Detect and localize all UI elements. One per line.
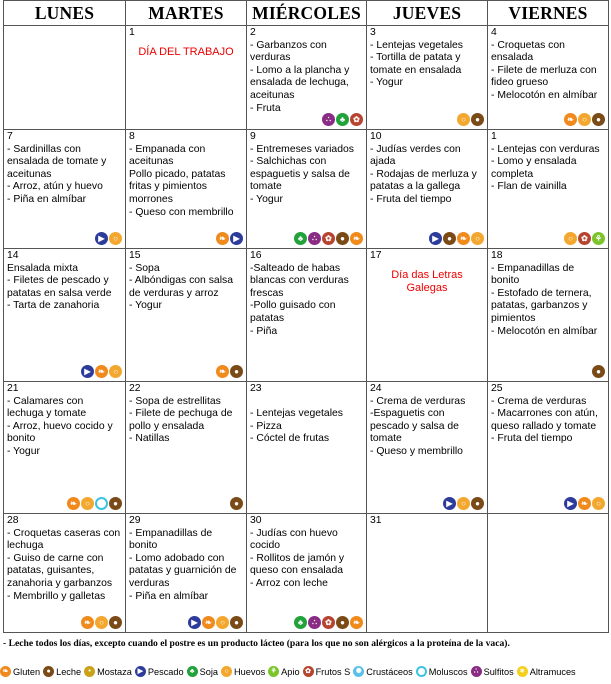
day-number: 22: [129, 383, 141, 394]
menu-item: - Rodajas de merluza y patatas a la gallega: [370, 168, 477, 193]
day-number: 21: [7, 383, 19, 394]
day-number: 18: [491, 250, 503, 261]
allergen-icons: [457, 113, 484, 126]
menu-item: - Croquetas con ensalada: [491, 39, 565, 64]
huevos-icon: ○: [81, 497, 94, 510]
menu-item: - Sopa de estrellitas: [129, 395, 221, 407]
menu-item: Pollo picado, patatas fritas y pimientos morrones: [129, 168, 226, 205]
header-martes: MARTES: [126, 1, 247, 26]
day-cell: [126, 130, 247, 249]
day-cell: [247, 26, 367, 130]
day-number: 25: [491, 383, 503, 394]
day-number: 17: [370, 250, 382, 261]
crustaceos-icon: ✺: [353, 666, 364, 677]
apio-icon: ⚘: [592, 232, 605, 245]
day-number: 9: [250, 131, 256, 142]
menu-item: - Lomo adobado con patatas y guarnición de verduras: [129, 552, 237, 589]
allergen-icons: [443, 497, 484, 510]
soja-icon: ♣: [294, 616, 307, 629]
frutos-icon: ✿: [303, 666, 314, 677]
week-row: [4, 382, 609, 514]
frutos-icon: ✿: [350, 113, 363, 126]
legend-label: Huevos: [234, 666, 266, 677]
allergen-legend: [0, 666, 611, 677]
allergen-icons: [216, 232, 243, 245]
moluscos-icon: [95, 497, 108, 510]
gluten-icon: ❧: [81, 616, 94, 629]
gluten-icon: ❧: [216, 365, 229, 378]
pescado-icon: ▶: [188, 616, 201, 629]
sulfitos-icon: ∴: [308, 616, 321, 629]
header-viernes: VIERNES: [488, 1, 609, 26]
allergen-icons: [294, 232, 363, 245]
menu-item: - Estofado de ternera, patatas, garbanzos y pimientos: [491, 287, 592, 324]
leche-icon: ●: [471, 113, 484, 126]
pescado-icon: ▶: [81, 365, 94, 378]
menu-item: - Melocotón en almíbar: [491, 89, 598, 101]
day-cell: [4, 249, 126, 382]
allergen-icons: [592, 365, 605, 378]
day-number: 30: [250, 515, 262, 526]
allergen-icons: [564, 232, 605, 245]
menu-item: - Albóndigas con salsa de verduras y arroz: [129, 275, 233, 299]
pescado-icon: ▶: [230, 232, 243, 245]
allergen-icons: [230, 497, 243, 510]
menu-item: - Pizza: [250, 420, 282, 432]
sulfitos-icon: ∴: [322, 113, 335, 126]
menu-item: - Salchichas con espaguetis y salsa de tomate: [250, 156, 350, 193]
frutos-icon: ✿: [322, 232, 335, 245]
leche-icon: ●: [592, 113, 605, 126]
day-number: 28: [7, 515, 19, 526]
day-number: 1: [129, 27, 135, 38]
day-cell: [488, 26, 609, 130]
menu-item: - Queso con membrillo: [129, 206, 234, 218]
menu-item: - Judías verdes con ajada: [370, 143, 461, 168]
menu-item: - Sardinillas con ensalada de tomate y aceitunas: [7, 143, 107, 180]
menu-item: - Cóctel de frutas: [250, 433, 330, 445]
gluten-icon: ❧: [350, 616, 363, 629]
day-cell: [4, 514, 126, 633]
day-cell: [247, 514, 367, 633]
menu-item: - Queso y membrillo: [370, 445, 463, 457]
frutos-icon: ✿: [578, 232, 591, 245]
menu-item: - Rollitos de jamón y queso con ensalada: [250, 552, 345, 577]
huevos-icon: ○: [592, 497, 605, 510]
header-miercoles: MIÉRCOLES: [247, 1, 367, 26]
menu-item: - Fruta del tiempo: [370, 193, 452, 205]
day-cell: [488, 514, 609, 633]
menu-item: - Natillas: [129, 433, 170, 445]
legend-label: Apio: [281, 666, 300, 677]
menu-item: - Membrillo y galletas: [7, 590, 106, 602]
day-number: 10: [370, 131, 382, 142]
holiday-label: Día das Letras Galegas: [391, 268, 463, 294]
soja-icon: ♣: [187, 666, 198, 677]
menu-item: - Fruta del tiempo: [491, 433, 573, 445]
gluten-icon: ❧: [564, 113, 577, 126]
day-number: 14: [7, 250, 19, 261]
menu-item: - Judías con huevo cocido: [250, 527, 338, 552]
allergen-icons: [216, 365, 243, 378]
day-cell: [247, 249, 367, 382]
week-row: [4, 249, 609, 382]
gluten-icon: ❧: [216, 232, 229, 245]
soja-icon: ♣: [294, 232, 307, 245]
legend-item: [517, 666, 576, 677]
menu-item: - Melocotón en almíbar: [491, 325, 598, 337]
menu-item: - Garbanzos con verduras: [250, 39, 327, 64]
legend-item: [221, 666, 265, 677]
menu-item: -Pollo guisado con patatas: [250, 300, 336, 324]
huevos-icon: ○: [109, 232, 122, 245]
menu-item: - Filete de merluza con fideo grueso: [491, 64, 597, 89]
pescado-icon: ▶: [429, 232, 442, 245]
legend-item: [0, 666, 40, 677]
menu-item: - Piña en almíbar: [7, 193, 87, 205]
huevos-icon: ○: [564, 232, 577, 245]
menu-item: - Guiso de carne con patatas, guisantes, zanahoria y garbanzos: [7, 552, 113, 589]
menu-item: - Sopa: [129, 262, 160, 274]
allergen-icons: [429, 232, 484, 245]
menu-item: - Lomo a la plancha y ensalada de lechuga, aceitunas: [250, 64, 350, 101]
menu-item: - Filete de pechuga de pollo y ensalada: [129, 408, 233, 432]
menu-item: - Entremeses variados: [250, 143, 354, 155]
huevos-icon: ○: [216, 616, 229, 629]
gluten-icon: ❧: [578, 497, 591, 510]
menu-item: - Fruta: [250, 102, 281, 114]
menu-item: - Tarta de zanahoria: [7, 300, 100, 312]
leche-icon: ●: [109, 616, 122, 629]
legend-label: Gluten: [13, 666, 41, 677]
legend-label: Altramuces: [529, 666, 576, 677]
menu-item: - Crema de verduras: [491, 395, 587, 407]
day-number: 1: [491, 131, 497, 142]
legend-item: [268, 666, 299, 677]
allergen-icons: [67, 497, 122, 510]
menu-item: - Macarrones con atún, queso rallado y tomate: [491, 408, 598, 432]
leche-icon: ●: [230, 616, 243, 629]
week-row: [4, 130, 609, 249]
day-cell: [126, 26, 247, 130]
allergen-icons: [81, 365, 122, 378]
legend-item: [353, 666, 412, 677]
day-cell: [367, 382, 488, 514]
menu-calendar-table: [3, 0, 609, 633]
legend-label: Leche: [56, 666, 82, 677]
menu-item: - Croquetas caseras con lechuga: [7, 527, 121, 552]
leche-icon: ●: [109, 497, 122, 510]
huevos-icon: ○: [457, 497, 470, 510]
allergen-icons: [294, 616, 363, 629]
week-row: [4, 26, 609, 130]
legend-label: Mostaza: [97, 666, 132, 677]
legend-item: [84, 666, 132, 677]
menu-item: - Arroz, atún y huevo: [7, 181, 103, 193]
day-cell: [126, 249, 247, 382]
day-number: 2: [250, 27, 256, 38]
day-cell: [126, 514, 247, 633]
menu-item: - Yogur: [7, 445, 40, 457]
header-jueves: JUEVES: [367, 1, 488, 26]
day-cell: [367, 249, 488, 382]
pescado-icon: ▶: [443, 497, 456, 510]
gluten-icon: ❧: [350, 232, 363, 245]
legend-item: [471, 666, 514, 677]
menu-item: -Espaguetis con pescado y salsa de tomate: [370, 408, 459, 445]
day-number: 24: [370, 383, 382, 394]
day-cell: [488, 249, 609, 382]
leche-icon: ●: [471, 497, 484, 510]
menu-item: - Lentejas con verduras: [491, 143, 600, 155]
menu-item: - Calamares con lechuga y tomate: [7, 395, 87, 420]
legend-label: Crustáceos: [366, 666, 413, 677]
menu-item: Ensalada mixta: [7, 262, 79, 274]
leche-icon: ●: [230, 365, 243, 378]
day-cell: [4, 130, 126, 249]
menu-item: - Arroz, huevo cocido y bonito: [7, 420, 113, 445]
soja-icon: ♣: [336, 113, 349, 126]
legend-label: Frutos S: [315, 666, 351, 677]
day-cell: [126, 382, 247, 514]
day-number: 3: [370, 27, 376, 38]
sulfitos-icon: ∴: [308, 232, 321, 245]
day-cell: [247, 130, 367, 249]
day-cell: [247, 382, 367, 514]
altramuces-icon: ✶: [517, 666, 528, 677]
legend-item: [135, 666, 184, 677]
day-number: 15: [129, 250, 141, 261]
menu-item: - Lomo y ensalada completa: [491, 156, 577, 180]
huevos-icon: ○: [109, 365, 122, 378]
menu-item: -Salteado de habas blancas con verduras frescas: [250, 262, 349, 299]
leche-icon: ●: [336, 232, 349, 245]
huevos-icon: ○: [578, 113, 591, 126]
menu-item: - Empanada con aceitunas: [129, 143, 206, 168]
day-number: 4: [491, 27, 497, 38]
day-cell: [367, 26, 488, 130]
allergen-icons: [95, 232, 122, 245]
footnote: - Leche todos los días, excepto cuando el postre es un producto lácteo (para los que no son alérgicos a la proteína de la vaca).: [3, 638, 510, 649]
menu-item: - Yogur: [129, 300, 162, 312]
day-number: 7: [7, 131, 13, 142]
week-row: [4, 514, 609, 633]
menu-item: - Arroz con leche: [250, 577, 328, 589]
menu-item: - Piña: [250, 325, 278, 337]
allergen-icons: [81, 616, 122, 629]
legend-label: Pescado: [147, 666, 184, 677]
holiday-label: DÍA DEL TRABAJO: [138, 45, 234, 58]
day-number: 23: [250, 383, 262, 394]
sulfitos-icon: ∴: [471, 666, 482, 677]
day-number: 31: [370, 515, 382, 526]
day-cell: [367, 514, 488, 633]
leche-icon: ●: [230, 497, 243, 510]
legend-item: [416, 666, 468, 677]
legend-label: Sulfitos: [483, 666, 514, 677]
legend-label: Soja: [199, 666, 219, 677]
legend-item: [303, 666, 351, 677]
frutos-icon: ✿: [322, 616, 335, 629]
mostaza-icon: •: [84, 666, 95, 677]
pescado-icon: ▶: [95, 232, 108, 245]
huevos-icon: ○: [457, 113, 470, 126]
legend-item: [187, 666, 218, 677]
day-cell: [4, 26, 126, 130]
gluten-icon: ❧: [67, 497, 80, 510]
legend-item: [43, 666, 81, 677]
header-lunes: LUNES: [4, 1, 126, 26]
day-number: 16: [250, 250, 262, 261]
menu-item: - Yogur: [250, 193, 283, 205]
apio-icon: ⚘: [268, 666, 279, 677]
huevos-icon: ○: [471, 232, 484, 245]
leche-icon: ●: [336, 616, 349, 629]
legend-label: Moluscos: [428, 666, 468, 677]
day-cell: [488, 130, 609, 249]
day-number: 29: [129, 515, 141, 526]
moluscos-icon: [416, 666, 427, 677]
day-cell: [4, 382, 126, 514]
menu-item: - Lentejas vegetales: [370, 39, 463, 51]
menu-item: - Crema de verduras: [370, 395, 466, 407]
day-number: 8: [129, 131, 135, 142]
menu-item: - Lentejas vegetales: [250, 408, 343, 420]
leche-icon: ●: [592, 365, 605, 378]
day-cell: [367, 130, 488, 249]
menu-item: - Empanadillas de bonito: [491, 262, 575, 287]
allergen-icons: [564, 497, 605, 510]
allergen-icons: [322, 113, 363, 126]
day-cell: [488, 382, 609, 514]
leche-icon: ●: [443, 232, 456, 245]
gluten-icon: ❧: [95, 365, 108, 378]
allergen-icons: [188, 616, 243, 629]
leche-icon: ●: [43, 666, 54, 677]
gluten-icon: ❧: [202, 616, 215, 629]
menu-item: - Piña en almíbar: [129, 590, 209, 602]
menu-item: - Filetes de pescado y patatas en salsa verde: [7, 275, 112, 299]
menu-item: - Tortilla de patata y tomate en ensalada: [370, 52, 462, 76]
gluten-icon: ❧: [0, 666, 11, 677]
gluten-icon: ❧: [457, 232, 470, 245]
menu-item: [250, 396, 363, 409]
pescado-icon: ▶: [135, 666, 146, 677]
menu-item: - Flan de vainilla: [491, 181, 567, 193]
huevos-icon: ○: [221, 666, 232, 677]
menu-item: - Empanadillas de bonito: [129, 527, 213, 552]
menu-item: - Yogur: [370, 77, 403, 89]
pescado-icon: ▶: [564, 497, 577, 510]
weekday-header-row: [4, 1, 609, 26]
allergen-icons: [564, 113, 605, 126]
huevos-icon: ○: [95, 616, 108, 629]
